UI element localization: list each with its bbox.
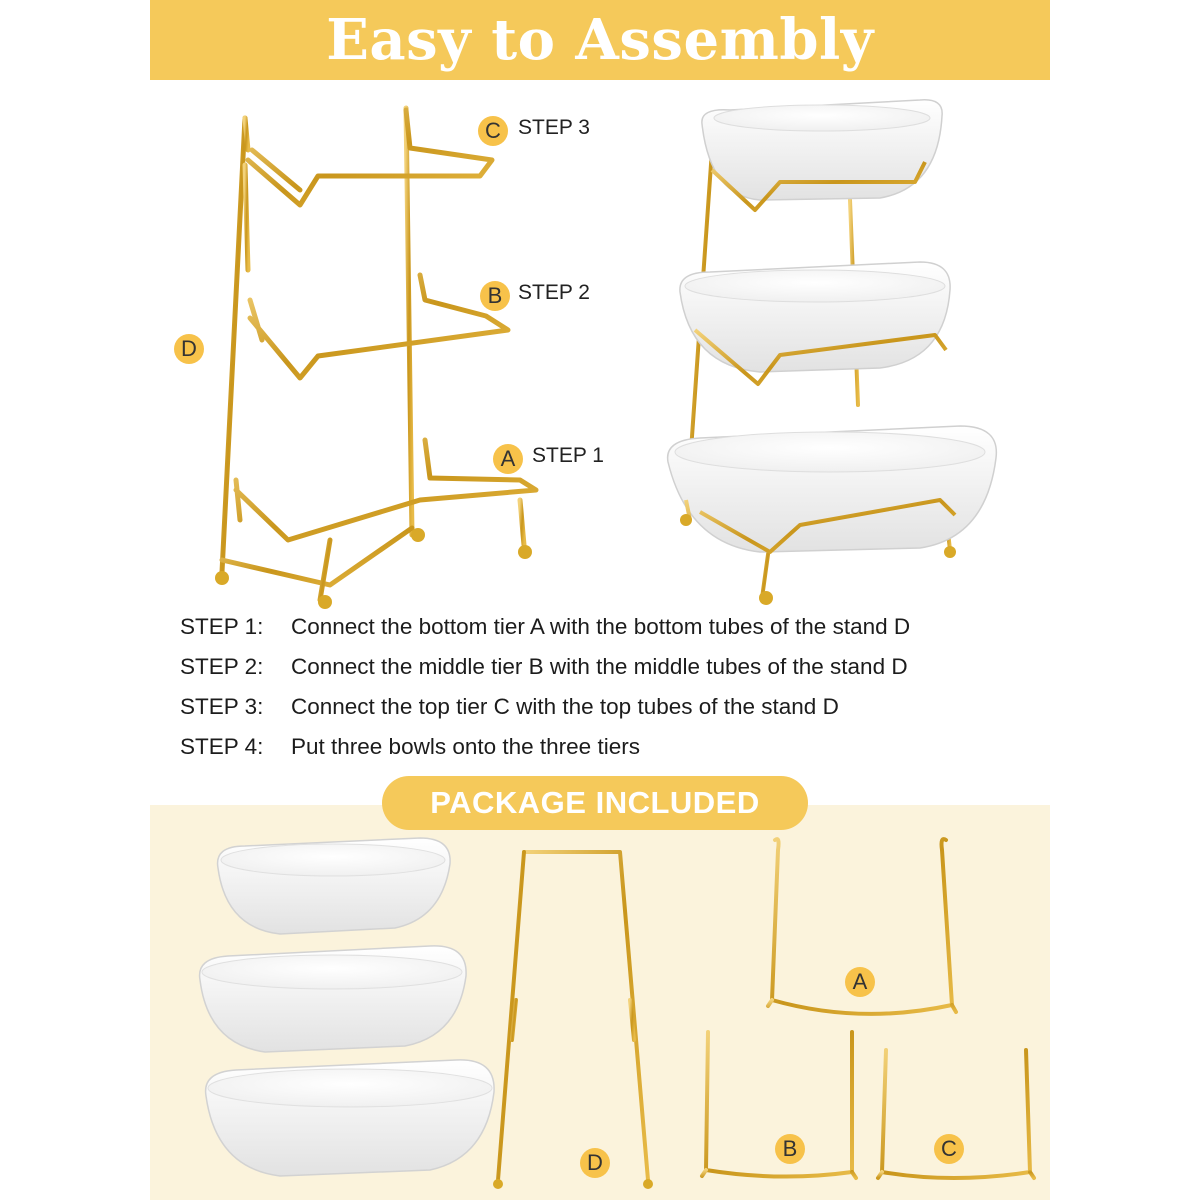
bottom-bowl — [668, 426, 997, 552]
package-tier-b-badge: B — [775, 1134, 805, 1164]
package-tier-a-badge: A — [845, 967, 875, 997]
step-number: STEP 2: — [180, 654, 264, 679]
package-title: PACKAGE INCLUDED — [382, 776, 808, 830]
package-bowls — [200, 838, 495, 1176]
disassembled-rack — [222, 108, 536, 600]
part-c-badge: C — [478, 116, 508, 146]
part-b-badge: B — [480, 281, 510, 311]
step-text: Connect the middle tier B with the middle tubes of the stand D — [291, 654, 908, 679]
top-bowl — [702, 100, 942, 200]
stand-rear-right-tube — [406, 108, 412, 535]
step-item — [180, 612, 910, 652]
step-number: STEP 4: — [180, 734, 264, 759]
package-tier-c-badge: C — [934, 1134, 964, 1164]
assembled-rack — [668, 100, 997, 605]
step-text: Connect the top tier C with the top tubes of the stand D — [291, 694, 839, 719]
middle-bowl — [680, 262, 950, 372]
step-3-label: STEP 3 — [518, 116, 590, 139]
package-stand-d — [498, 852, 648, 1180]
tier-a-frame — [236, 440, 536, 540]
step-1-label: STEP 1 — [532, 444, 604, 467]
tier-b-frame — [250, 275, 508, 378]
package-bowl-medium — [200, 946, 467, 1052]
stand-front-tube — [245, 118, 248, 150]
package-bowl-small — [218, 838, 451, 934]
step-item — [180, 652, 910, 692]
tier-c-frame — [248, 110, 492, 205]
step-item — [180, 732, 910, 772]
step-text: Connect the bottom tier A with the bottom tubes of the stand D — [291, 614, 911, 639]
page-title: Easy to Assembly — [326, 7, 874, 73]
part-d-badge: D — [174, 334, 204, 364]
step-text: Put three bowls onto the three tiers — [291, 734, 640, 759]
step-2-label: STEP 2 — [518, 281, 590, 304]
stand-base-bar — [222, 528, 412, 585]
package-stand-d-badge: D — [580, 1148, 610, 1178]
part-a-badge: A — [493, 444, 523, 474]
step-number: STEP 3: — [180, 694, 264, 719]
assembly-steps — [180, 612, 910, 772]
step-item — [180, 692, 910, 732]
package-bowl-large — [206, 1060, 495, 1176]
step-number: STEP 1: — [180, 614, 264, 639]
